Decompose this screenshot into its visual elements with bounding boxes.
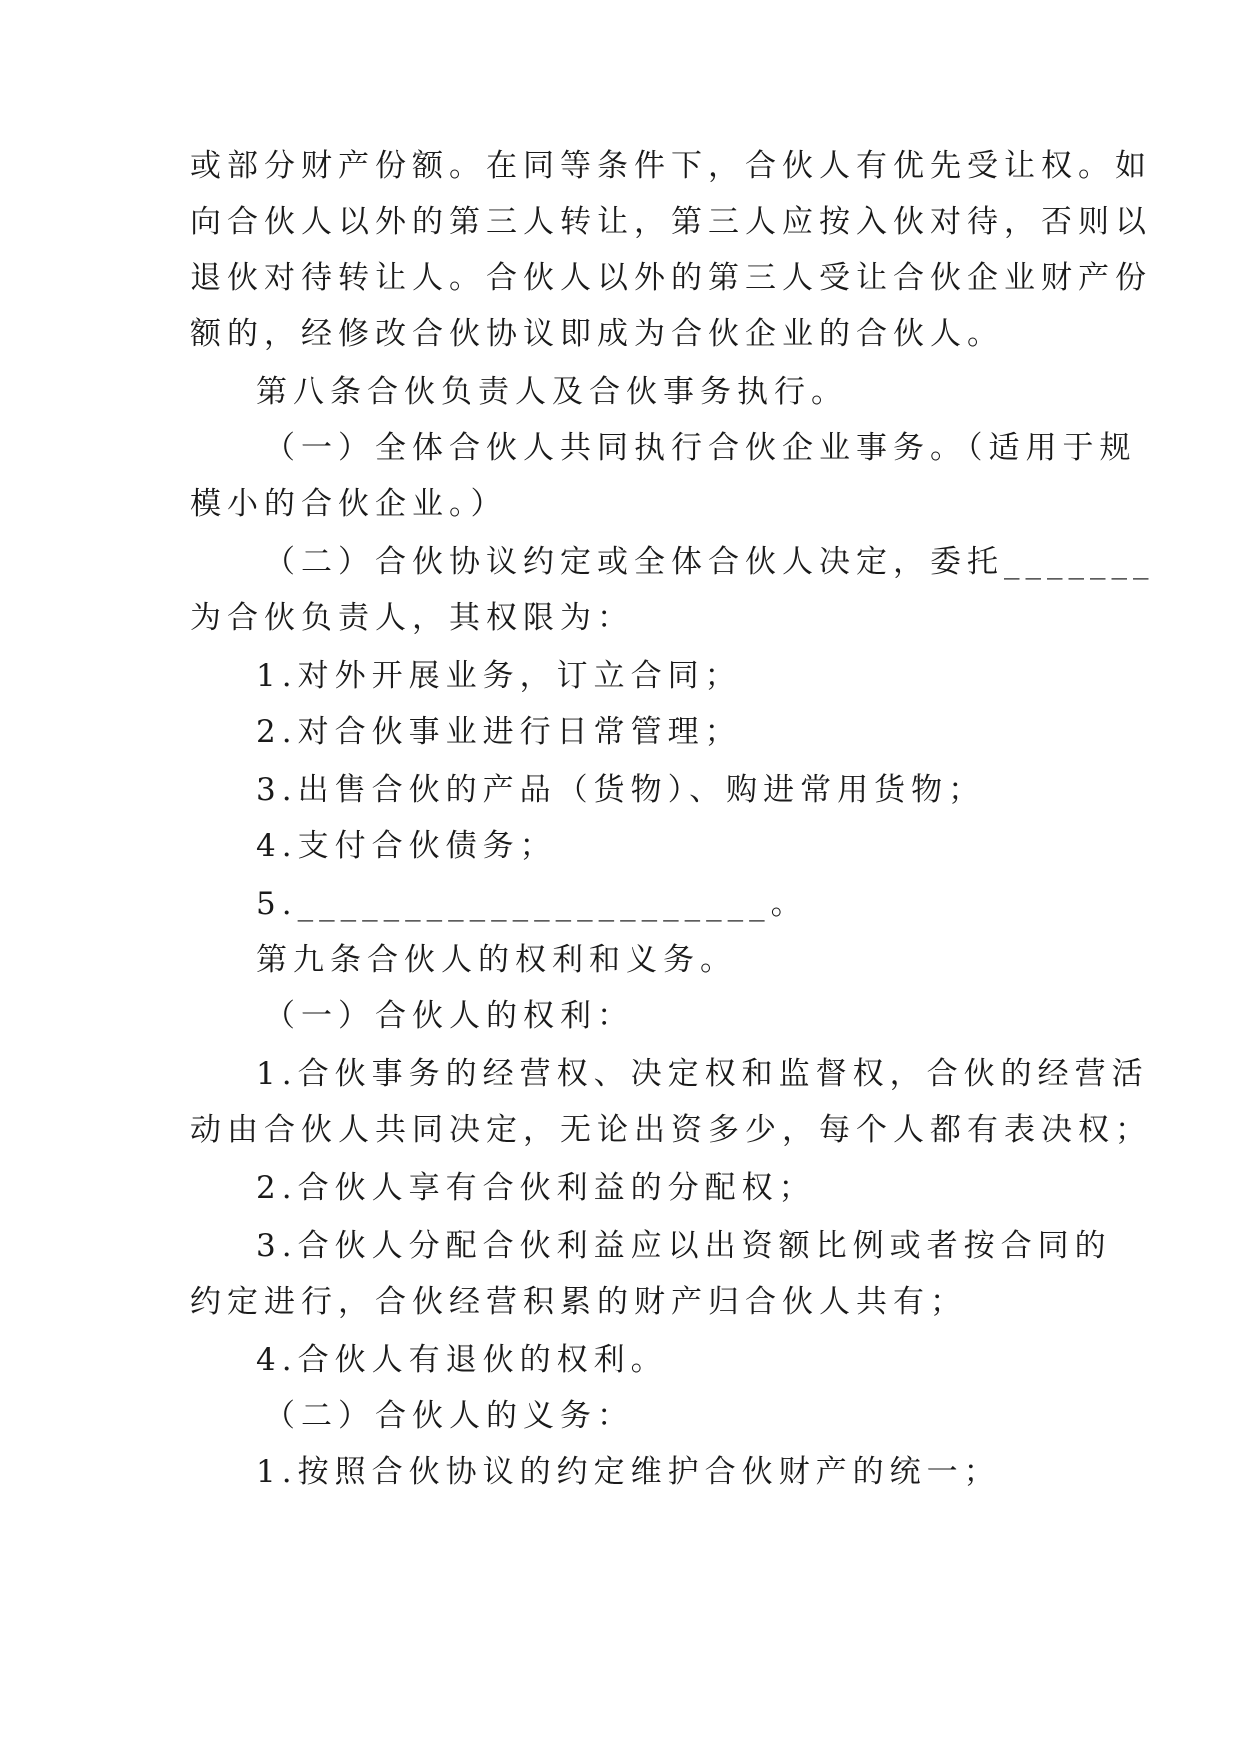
article-heading: 第八条合伙负责人及合伙事务执行。 [256, 374, 848, 410]
list-item: 1.对外开展业务，订立合同； [256, 658, 742, 694]
clause-text: （一）合伙人的权利： [264, 998, 634, 1034]
list-item-blank: 5.______________________。 [256, 886, 808, 922]
list-item: 2.对合伙事业进行日常管理； [256, 714, 742, 750]
clause-text: （二）合伙人的义务： [264, 1398, 634, 1434]
list-item: 4.支付合伙债务； [256, 828, 557, 864]
text-line: 额的，经修改合伙协议即成为合伙企业的合伙人。 [190, 316, 1004, 352]
text-line: 约定进行，合伙经营积累的财产归合伙人共有； [190, 1284, 967, 1320]
list-item: 3.合伙人分配合伙利益应以出资额比例或者按合同的 [256, 1228, 1112, 1264]
list-item: 1.按照合伙协议的约定维护合伙财产的统一； [256, 1454, 1001, 1490]
list-item: 3.出售合伙的产品（货物）、购进常用货物； [256, 772, 986, 808]
list-item: 4.合伙人有退伙的权利。 [256, 1342, 668, 1378]
list-item: 1.合伙事务的经营权、决定权和监督权，合伙的经营活 [256, 1056, 1149, 1092]
clause-text: （二）合伙协议约定或全体合伙人决定，委托_______ [264, 544, 1155, 580]
text-line: 动由合伙人共同决定，无论出资多少，每个人都有表决权； [190, 1112, 1152, 1148]
list-item: 2.合伙人享有合伙利益的分配权； [256, 1170, 816, 1206]
clause-text: （一）全体合伙人共同执行合伙企业事务。（适用于规 [264, 430, 1137, 466]
text-line: 为合伙负责人，其权限为： [190, 600, 634, 636]
text-line: 或部分财产份额。在同等条件下，合伙人有优先受让权。如 [190, 148, 1152, 184]
text-line: 退伙对待转让人。合伙人以外的第三人受让合伙企业财产份 [190, 260, 1152, 296]
article-heading: 第九条合伙人的权利和义务。 [256, 942, 737, 978]
text-line: 模小的合伙企业。） [190, 486, 508, 522]
text-line: 向合伙人以外的第三人转让，第三人应按入伙对待，否则以 [190, 204, 1152, 240]
